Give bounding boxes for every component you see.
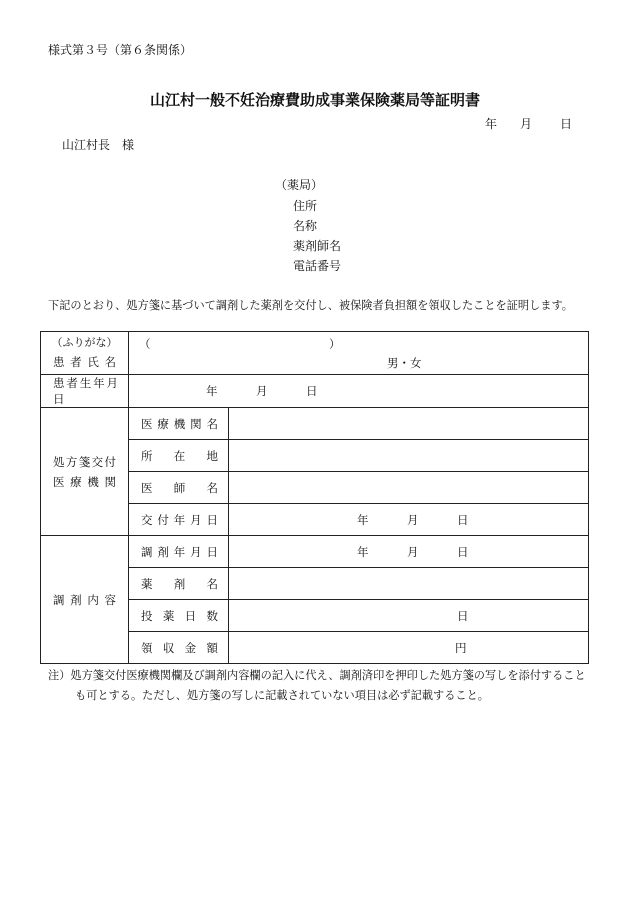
- certificate-table: [40, 331, 589, 664]
- gender-option[interactable]: 男・女: [387, 356, 422, 370]
- prescription-group-line2: 医療機関: [53, 474, 116, 489]
- days-label: 投薬日数: [129, 600, 229, 632]
- addressee: 山江村長 様: [62, 138, 135, 152]
- dispensing-group: 調剤内容: [41, 536, 129, 664]
- amount-unit: 円: [455, 641, 467, 655]
- date-year-label: 年: [485, 117, 498, 131]
- issue-day-label: 日: [457, 513, 469, 527]
- dispense-year-label: 年: [357, 545, 369, 559]
- amount-label: 領収金額: [129, 632, 229, 664]
- medical-institution-label: 医療機関名: [129, 408, 229, 440]
- furigana-open-paren: （: [139, 337, 151, 351]
- amount-field[interactable]: [229, 632, 589, 664]
- furigana-close-paren: ）: [329, 337, 341, 351]
- date-month-label: 月: [520, 117, 533, 131]
- drug-label: 薬剤名: [129, 568, 229, 600]
- pharmacy-address-label: 住所: [293, 199, 318, 213]
- issue-date-field[interactable]: [229, 504, 589, 536]
- issue-date-label: 交付年月日: [129, 504, 229, 536]
- furigana-label: （ふりがな）: [51, 336, 118, 349]
- pharmacy-name-label: 名称: [293, 219, 318, 233]
- birthdate-field[interactable]: [129, 375, 589, 408]
- birth-day-label: 日: [306, 384, 318, 398]
- medical-institution-field[interactable]: [229, 408, 589, 440]
- document-title: 山江村一般不妊治療費助成事業保険薬局等証明書: [149, 91, 480, 109]
- patient-name-label-cell: [41, 332, 129, 375]
- birth-year-label: 年: [206, 384, 218, 398]
- location-label: 所在地: [129, 440, 229, 472]
- drug-field[interactable]: [229, 568, 589, 600]
- certification-statement: 下記のとおり、処方箋に基づいて調剤した薬剤を交付し、被保険者負担額を領収したことを証明します。: [48, 299, 573, 312]
- note-line-2: も可とする。ただし、処方箋の写しに記載されていない項目は必ず記載すること。: [75, 689, 489, 702]
- pharmacy-phone-label: 電話番号: [293, 259, 342, 273]
- dispense-month-label: 月: [407, 545, 419, 559]
- days-field[interactable]: [229, 600, 589, 632]
- issue-month-label: 月: [407, 513, 419, 527]
- doctor-field[interactable]: [229, 472, 589, 504]
- pharmacist-name-label: 薬剤師名: [293, 239, 342, 253]
- patient-name-label: 患者氏名: [53, 355, 116, 369]
- date-day-label: 日: [560, 117, 573, 131]
- birth-month-label: 月: [256, 384, 268, 398]
- prescription-group-line1: 処方箋交付: [53, 454, 116, 469]
- pharmacy-heading: （薬局）: [275, 178, 324, 192]
- dispense-date-field[interactable]: [229, 536, 589, 568]
- patient-name-field[interactable]: [129, 332, 589, 375]
- form-number: 様式第３号（第６条関係）: [48, 43, 193, 57]
- note-line-1: 注）処方箋交付医療機関欄及び調剤内容欄の記入に代え、調剤済印を押印した処方箋の写しを添付すること: [48, 669, 586, 682]
- location-field[interactable]: [229, 440, 589, 472]
- prescription-institution-group: [41, 408, 129, 536]
- doctor-label: 医師名: [129, 472, 229, 504]
- dispense-date-label: 調剤年月日: [129, 536, 229, 568]
- birthdate-label: 患者生年月日: [41, 375, 129, 408]
- issue-year-label: 年: [357, 513, 369, 527]
- days-unit: 日: [457, 609, 469, 623]
- dispense-day-label: 日: [457, 545, 469, 559]
